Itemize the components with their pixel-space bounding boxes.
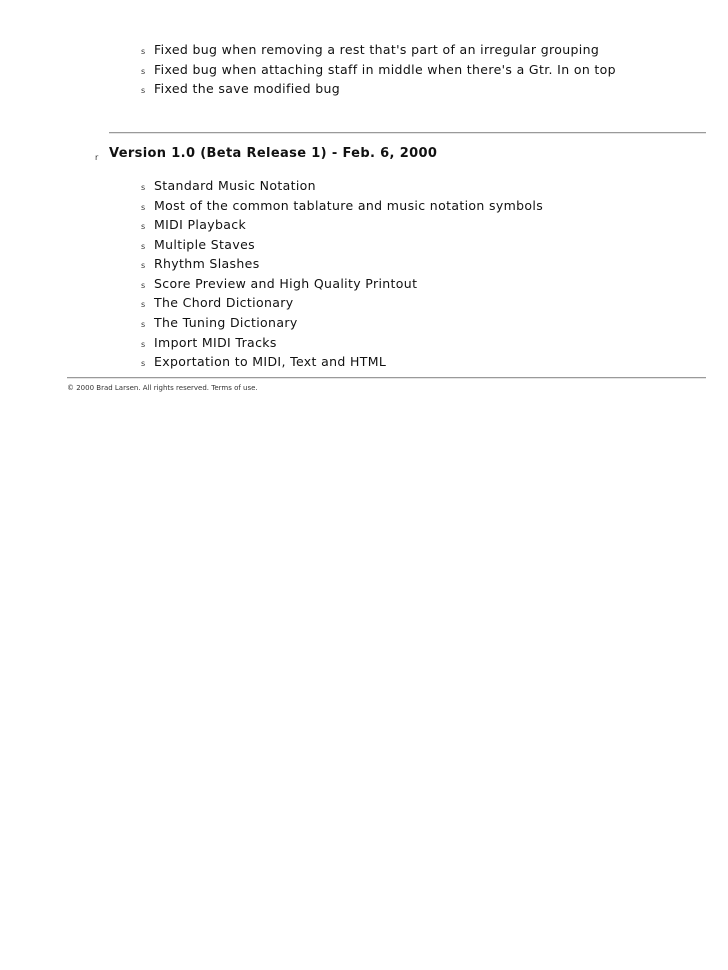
version-heading: Version 1.0 (Beta Release 1) - Feb. 6, 2000	[109, 146, 438, 161]
circle-bullet-icon: r	[95, 153, 99, 162]
version-divider	[109, 132, 706, 134]
square-bullet-icon: s	[141, 183, 146, 192]
list-item-text: Score Preview and High Quality Printout	[154, 276, 418, 291]
square-bullet-icon: s	[141, 359, 146, 368]
list-item-text: The Chord Dictionary	[154, 295, 294, 310]
list-item-text: Most of the common tablature and music notation symbols	[154, 198, 544, 213]
list-item-text: Fixed bug when attaching staff in middle when there's a Gtr. In on top	[154, 62, 616, 77]
list-item-text: Exportation to MIDI, Text and HTML	[154, 354, 387, 369]
square-bullet-icon: s	[141, 67, 146, 76]
list-item-text: Fixed the save modified bug	[154, 81, 341, 96]
square-bullet-icon: s	[141, 47, 146, 56]
list-item-text: MIDI Playback	[154, 217, 247, 232]
square-bullet-icon: s	[141, 222, 146, 231]
list-item-text: Rhythm Slashes	[154, 256, 260, 271]
list-item-text: Multiple Staves	[154, 237, 255, 252]
square-bullet-icon: s	[141, 242, 146, 251]
square-bullet-icon: s	[141, 86, 146, 95]
list-item-text: Standard Music Notation	[154, 178, 316, 193]
square-bullet-icon: s	[141, 300, 146, 309]
square-bullet-icon: s	[141, 261, 146, 270]
square-bullet-icon: s	[141, 340, 146, 349]
list-item-text: Import MIDI Tracks	[154, 335, 277, 350]
footer-copyright: © 2000 Brad Larsen. All rights reserved. Terms of use.	[67, 384, 258, 392]
square-bullet-icon: s	[141, 320, 146, 329]
list-item-text: Fixed bug when removing a rest that's part of an irregular grouping	[154, 42, 600, 57]
square-bullet-icon: s	[141, 203, 146, 212]
list-item-text: The Tuning Dictionary	[154, 315, 298, 330]
square-bullet-icon: s	[141, 281, 146, 290]
footer-divider	[67, 377, 706, 379]
